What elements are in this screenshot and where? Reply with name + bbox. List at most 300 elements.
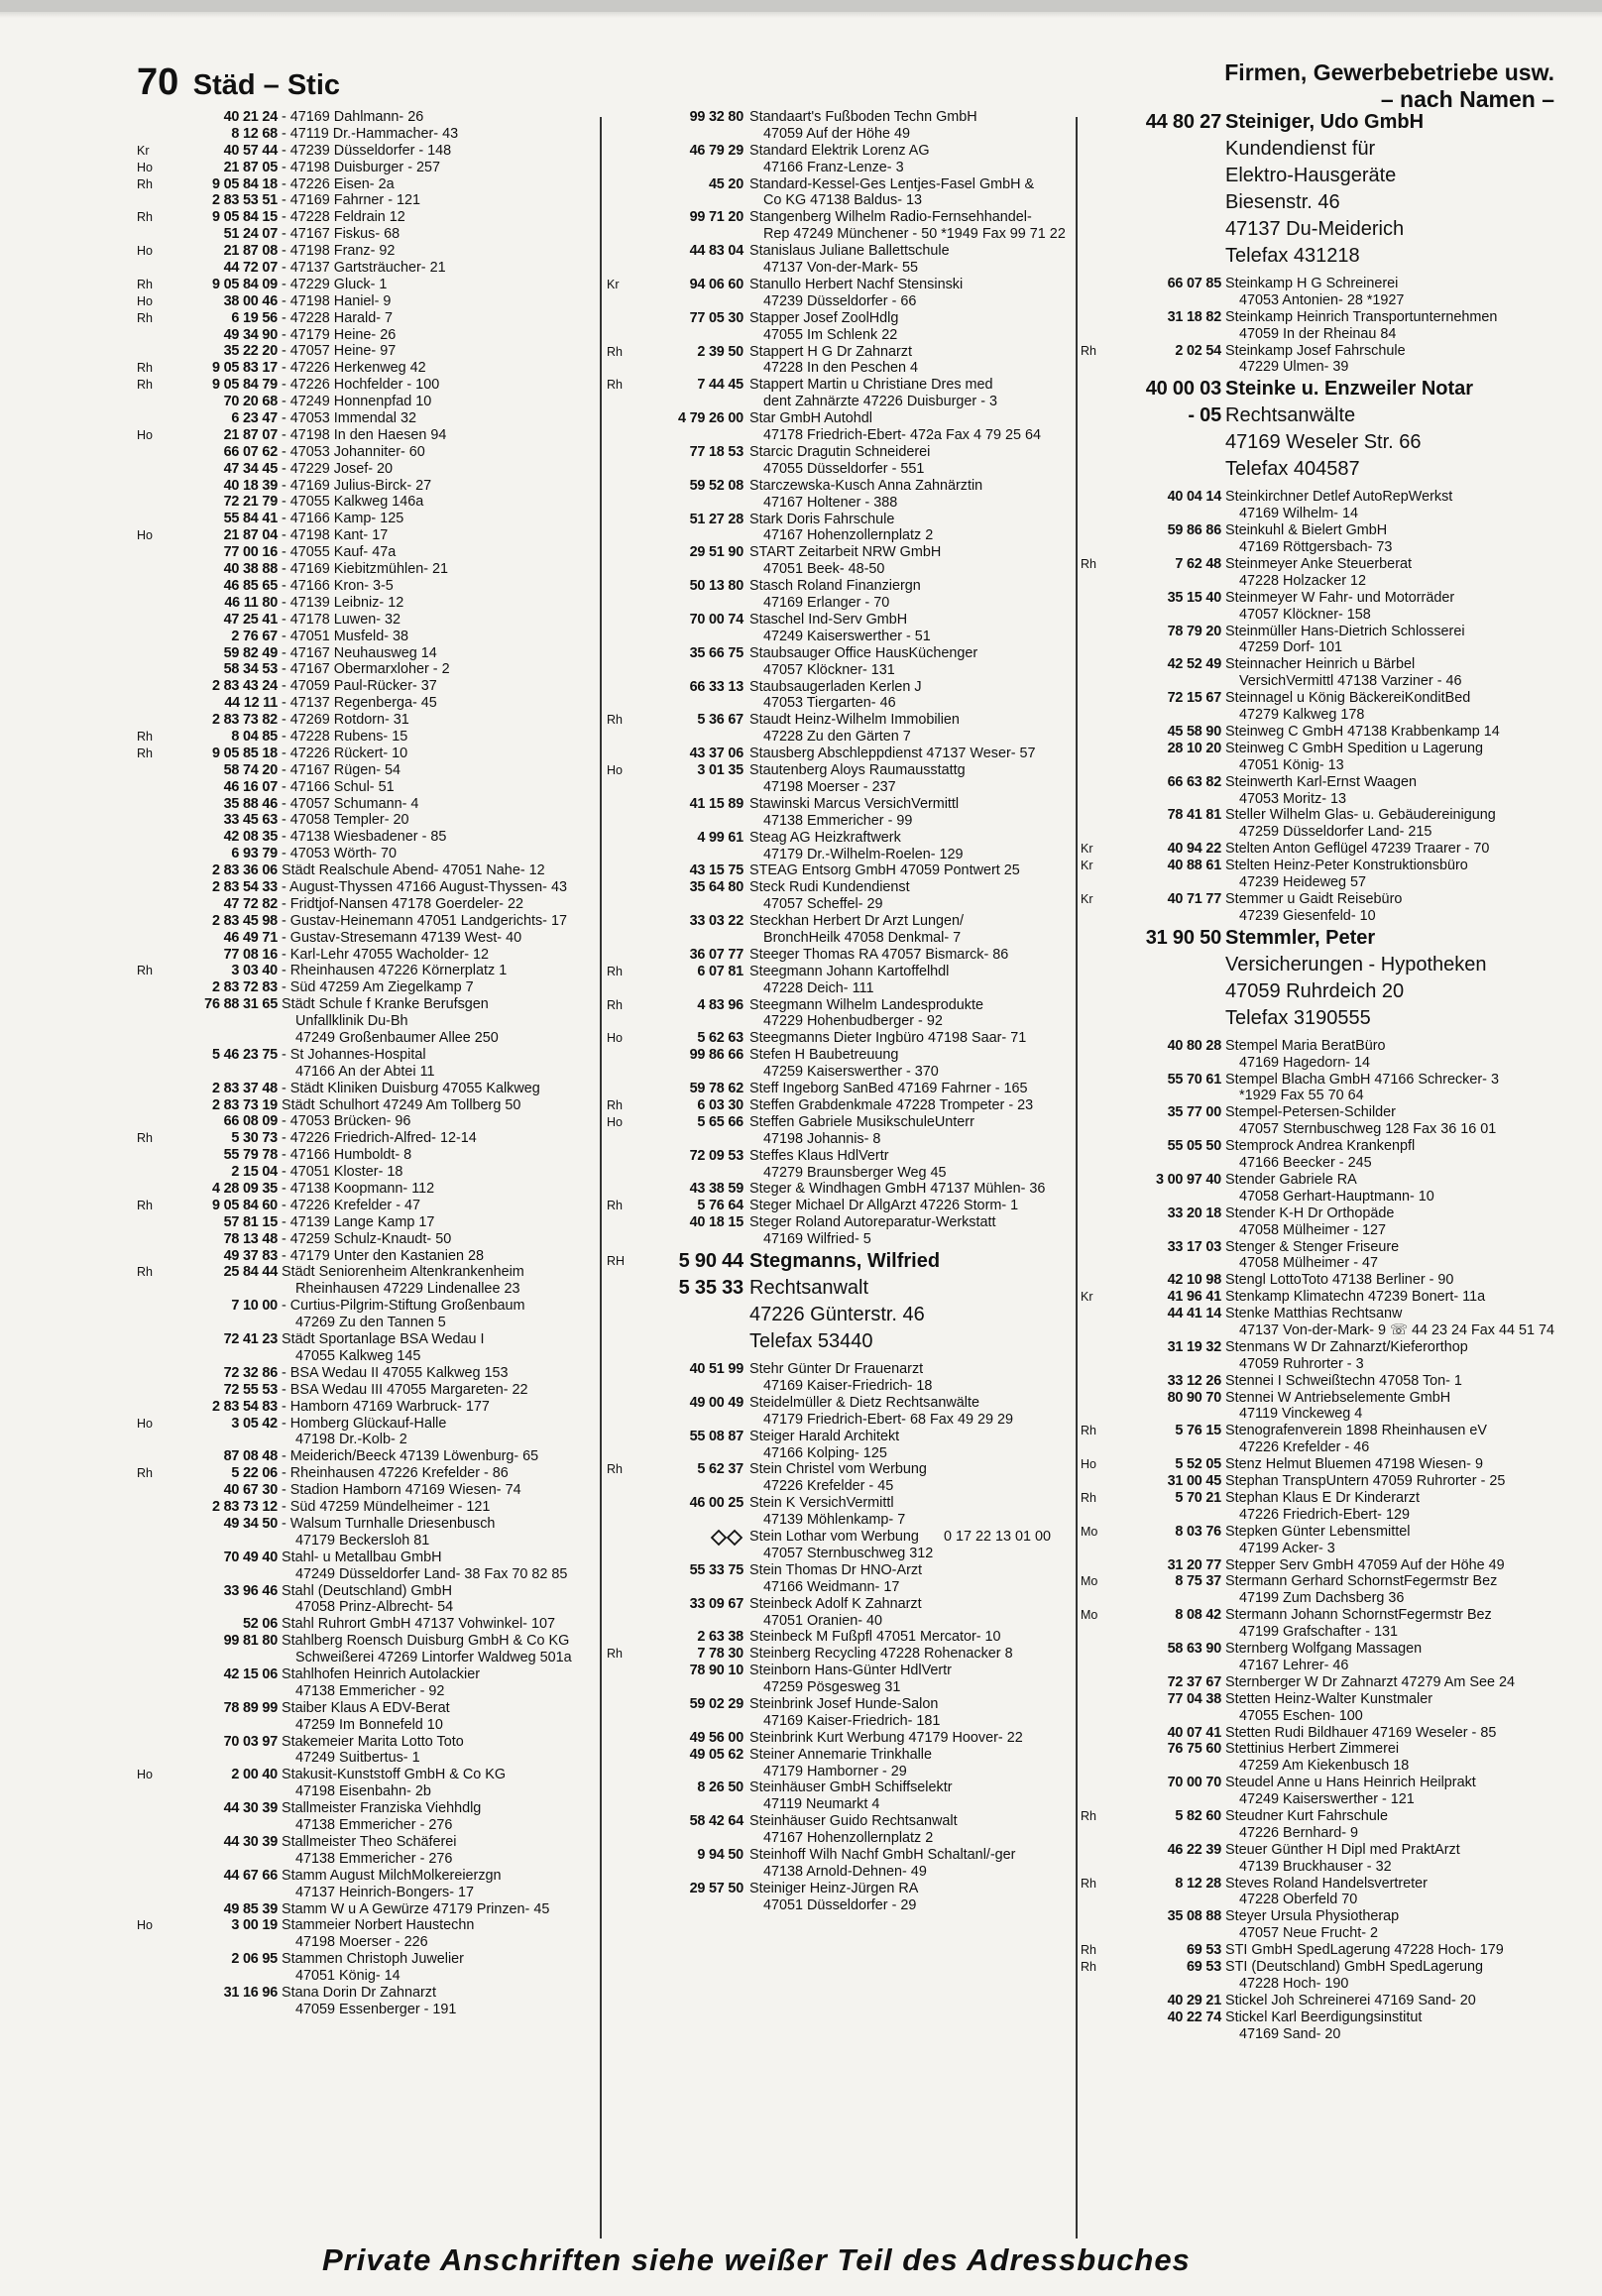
listing-entry: [607, 1562, 1073, 1596]
listing-entry: [1081, 489, 1560, 522]
listing-name: Stark Doris Fahrschule: [749, 511, 895, 527]
listing-text: [282, 1734, 464, 1768]
phone-number: 5 76 64: [697, 1198, 744, 1214]
district-code: Rh: [607, 964, 623, 978]
listing-entry: [137, 209, 595, 226]
phone-number: 31 16 96: [223, 1985, 278, 2002]
listing-name: - 47239 Düsseldorfer - 148: [282, 142, 452, 159]
listing-entry: [137, 343, 595, 360]
listing-address: 47137 Heinrich-Bongers- 17: [295, 1884, 474, 1900]
listing-entry: [1081, 1808, 1560, 1842]
phone-number: 31 00 45: [1167, 1473, 1221, 1490]
listing-entry: [1081, 1339, 1560, 1373]
listing-name: Steinmeyer W Fahr- und Motorräder: [1225, 589, 1455, 606]
listing-entry: [607, 1646, 1073, 1663]
listing-name: - Süd 47259 Mündelheimer - 121: [282, 1499, 491, 1516]
listing-address: 47249 Düsseldorfer Land- 38 Fax 70 82 85: [295, 1565, 568, 1582]
phone-number: 55 33 75: [689, 1561, 744, 1578]
listing-text: [282, 862, 545, 879]
listing-text: [749, 712, 960, 746]
phone-number: 55 70 61: [1167, 1071, 1221, 1088]
listing-text: [749, 796, 959, 830]
listing-text: [282, 1113, 410, 1130]
listing-name: Stemmler, Peter: [1225, 926, 1376, 949]
listing-entry: [137, 762, 595, 779]
phone-number: 6 07 81: [697, 963, 744, 979]
phone-number: 46 22 39: [1167, 1841, 1221, 1858]
phone-number: 5 70 21: [1175, 1489, 1221, 1506]
listing-entry: [137, 243, 595, 260]
listing-name: - 47051 Musfeld- 38: [282, 628, 408, 644]
listing-name: Stein Thomas Dr HNO-Arzt: [749, 1561, 923, 1578]
district-code: Rh: [137, 176, 153, 191]
listing-entry: [137, 1633, 595, 1666]
listing-column-1: [137, 109, 595, 2018]
listing-address: 47057 Scheffel- 29: [763, 896, 883, 913]
listing-name: Stelten Anton Geflügel 47239 Traarer - 70: [1225, 841, 1490, 858]
listing-address: 47226 Krefelder - 45: [763, 1478, 894, 1495]
phone-number: 58 74 20: [223, 761, 278, 778]
listing-entry: [607, 109, 1073, 143]
listing-entry: [137, 913, 595, 930]
listing-text: [749, 1114, 974, 1148]
listing-entry: [1081, 1072, 1560, 1105]
listing-text: [282, 930, 521, 947]
listing-address: 47166 Kolping- 125: [763, 1444, 887, 1461]
phone-number: 44 80 27: [1145, 111, 1221, 133]
listing-entry: [137, 896, 595, 913]
phone-number: 5 76 15: [1175, 1423, 1221, 1439]
listing-text: [282, 1633, 572, 1666]
listing-name: - Rheinhausen 47226 Krefelder - 86: [282, 1465, 509, 1482]
listing-entry: [1081, 656, 1560, 690]
listing-entry: [1081, 1607, 1560, 1641]
listing-name: Steves Roland Handelsvertreter: [1225, 1875, 1428, 1892]
listing-text: [282, 1382, 528, 1399]
listing-text: [749, 964, 949, 997]
listing-entry: [137, 612, 595, 629]
listing-name: Stickel Karl Beerdigungsinstitut: [1225, 2009, 1423, 2025]
listing-address: 47169 Kaiser-Friedrich- 18: [763, 1377, 933, 1394]
phone-number: 45 58 90: [1167, 723, 1221, 740]
phone-number: 8 12 28: [1175, 1875, 1221, 1892]
phone-number: 59 02 29: [689, 1695, 744, 1712]
listing-name: Steinborn Hans-Günter HdlVertr: [749, 1663, 952, 1679]
listing-entry: [137, 192, 595, 209]
listing-name: Stenke Matthias Rechtsanw: [1225, 1306, 1403, 1322]
listing-entry: [607, 879, 1073, 913]
listing-name: Stenografenverein 1898 Rheinhausen eV: [1225, 1423, 1488, 1439]
listing-text: [282, 360, 426, 377]
listing-entry: [607, 1696, 1073, 1730]
listing-name: - 47229 Gluck- 1: [282, 276, 388, 292]
listing-entry: [1081, 1557, 1560, 1574]
listing-text: [282, 1868, 502, 1901]
phone-number: 42 15 06: [223, 1665, 278, 1682]
listing-entry: [607, 746, 1073, 762]
listing-address: 47259 Kaiserswerther - 370: [763, 1064, 939, 1081]
phone-number: 33 45 63: [223, 812, 278, 829]
listing-text: [749, 1663, 952, 1696]
listing-text: [749, 645, 977, 679]
listing-entry: [1081, 858, 1560, 891]
district-code: Mo: [1081, 1524, 1098, 1539]
listing-text: [1225, 1674, 1515, 1691]
phone-number: 49 56 00: [689, 1729, 744, 1746]
phone-number: 31 18 82: [1167, 308, 1221, 325]
listing-text: [282, 712, 409, 729]
listing-name: - 47051 Kloster- 18: [282, 1164, 403, 1181]
listing-entry: [1081, 841, 1560, 858]
phone-number: 35 15 40: [1167, 589, 1221, 606]
listing-text: [282, 1047, 435, 1081]
listing-name: Steff Ingeborg SanBed 47169 Fahrner - 165: [749, 1081, 1028, 1097]
phone-number: 3 01 35: [697, 762, 744, 779]
listing-text: [749, 1081, 1028, 1097]
listing-name: Steffen Gabriele MusikschuleUnterr: [749, 1113, 974, 1130]
listing-entry: [607, 1629, 1073, 1646]
listing-name: - Stadion Hamborn 47169 Wiesen- 74: [282, 1482, 521, 1499]
phone-number: 72 09 53: [689, 1147, 744, 1164]
listing-entry: [137, 377, 595, 394]
listing-name: Stermann Gerhard SchornstFegermstr Bez: [1225, 1573, 1498, 1590]
listing-text: [1225, 1205, 1394, 1239]
phone-number: 7 44 45: [697, 377, 744, 394]
phone-number: 78 90 10: [689, 1663, 744, 1679]
listing-address: 47169 Kaiser-Friedrich- 181: [763, 1712, 941, 1729]
phone-number: 4 79 26 00: [677, 410, 744, 427]
listing-address: 47226 Krefelder - 46: [1239, 1439, 1370, 1456]
listing-text: [282, 1147, 411, 1164]
listing-entry: [607, 913, 1073, 947]
phone-number: 35 64 80: [689, 879, 744, 896]
phone-number: 72 32 86: [223, 1364, 278, 1381]
district-code: Ho: [137, 160, 153, 174]
phone-number: 44 12 11: [224, 695, 278, 712]
phone-number: 72 41 23: [223, 1331, 278, 1348]
phone-number: 7 62 48: [1175, 555, 1221, 572]
page-header-left: [137, 61, 340, 104]
listing-text: [749, 344, 918, 378]
listing-entry: [137, 544, 595, 561]
listing-name: Steegmanns Dieter Ingbüro 47198 Saar- 71: [749, 1030, 1027, 1047]
listing-name: Steinbrink Josef Hunde-Salon: [749, 1695, 939, 1712]
phone-number: 21 87 04: [223, 527, 278, 544]
phone-number: 2 83 73 19: [211, 1096, 278, 1113]
district-code: Rh: [137, 210, 153, 225]
listing-name: - BSA Wedau III 47055 Margareten- 22: [282, 1381, 528, 1398]
listing-text: [1225, 1456, 1483, 1473]
phone-number: 36 07 77: [689, 946, 744, 963]
listing-name: Steck Rudi Kundendienst: [749, 879, 910, 896]
phone-number: 55 79 78: [223, 1147, 278, 1164]
listing-entry: [607, 512, 1073, 545]
phone-number: 58 42 64: [689, 1813, 744, 1830]
phone-number: 2 76 67: [231, 628, 278, 644]
listing-text: [282, 1399, 490, 1416]
listing-name: Stettinius Herbert Zimmerei: [1225, 1741, 1400, 1758]
phone-number: 33 09 67: [689, 1595, 744, 1612]
listing-text: [282, 143, 451, 160]
listing-entry: [607, 277, 1073, 310]
phone-number: 59 78 62: [689, 1081, 744, 1097]
listing-address: Biesenstr. 46: [1225, 191, 1340, 213]
listing-name: - 47166 Schul- 51: [282, 778, 395, 795]
listing-address: 47249 Kaiserswerther - 51: [763, 628, 931, 644]
district-code: Kr: [1081, 859, 1093, 873]
listing-name: - 47259 Schulz-Knaudt- 50: [282, 1230, 452, 1247]
listing-column-3: [1081, 109, 1560, 2043]
phone-number: 5 62 63: [697, 1030, 744, 1047]
listing-entry: [607, 1779, 1073, 1813]
listing-text: [282, 879, 567, 896]
listing-address: 47053 Antonien- 28 *1927: [1239, 291, 1405, 308]
listing-address: dent Zahnärzte 47226 Duisburger - 3: [763, 394, 997, 410]
listing-address: 47228 Oberfeld 70: [1239, 1892, 1358, 1908]
listing-entry: [137, 410, 595, 427]
phone-number: 5 30 73: [231, 1130, 278, 1147]
listing-address: Rechtsanwälte: [1225, 404, 1356, 427]
listing-entry: [137, 1985, 595, 2018]
listing-name: - 47169 Fahrner - 121: [282, 192, 420, 209]
listing-text: [282, 963, 507, 979]
listing-address: 47199 Grafschafter - 131: [1239, 1624, 1398, 1641]
listing-text: [749, 997, 983, 1031]
listing-name: Stenger & Stenger Friseure: [1225, 1238, 1400, 1255]
listing-address: Telefax 3190555: [1225, 1006, 1371, 1029]
phone-number: 40 21 24: [223, 109, 278, 125]
listing-address: 47199 Zum Dachsberg 36: [1239, 1590, 1405, 1607]
listing-name: - 47166 Kamp- 125: [282, 511, 404, 527]
listing-name: - 47138 Koopmann- 112: [282, 1181, 435, 1198]
listing-entry: [607, 1361, 1073, 1395]
district-code: Rh: [137, 277, 153, 291]
listing-text: [749, 377, 997, 410]
listing-name: - 47269 Rotdorn- 31: [282, 712, 409, 729]
listing-entry: [137, 645, 595, 662]
page-number: 70: [137, 61, 179, 103]
listing-entry: [137, 561, 595, 578]
phone-number: 49 37 83: [223, 1247, 278, 1264]
listing-entry: [137, 1181, 595, 1198]
listing-entry: [1081, 309, 1560, 343]
listing-text: [749, 612, 931, 645]
listing-entry: [607, 1663, 1073, 1696]
listing-text: [1225, 1557, 1505, 1574]
listing-text: [282, 629, 408, 645]
listing-name: - St Johannes-Hospital: [282, 1046, 426, 1063]
listing-entry: [137, 1382, 595, 1399]
listing-text: [1225, 858, 1468, 891]
phone-number: 69 53: [1186, 1959, 1221, 1976]
phone-number: 52 06: [242, 1616, 278, 1633]
listing-text: [282, 695, 437, 712]
listing-entry: [137, 1917, 595, 1951]
listing-address: 47137 Von-der-Mark- 9 ☏ 44 23 24 Fax 44 51 74: [1239, 1321, 1554, 1338]
listing-entry: [1081, 590, 1560, 624]
listing-text: [282, 1448, 538, 1465]
listing-address: 47169 Wilhelm- 14: [1239, 506, 1358, 522]
listing-name: Städt Seniorenheim Altenkrankenheim: [282, 1264, 524, 1281]
listing-address: Versicherungen - Hypotheken: [1225, 953, 1487, 976]
listing-entry: [137, 779, 595, 796]
listing-entry: [607, 1461, 1073, 1495]
listing-text: [1225, 741, 1483, 774]
listing-address: 47179 Hamborner - 29: [763, 1763, 907, 1779]
phone-number: 40 00 03 - 05: [1145, 378, 1221, 427]
header-category: Firmen, Gewerbebetriebe usw.: [1224, 59, 1554, 85]
listing-name: Stappert Martin u Christiane Dres med: [749, 377, 993, 394]
listing-name: Steinke u. Enzweiler Notar: [1225, 378, 1474, 401]
listing-address: 47259 Dorf- 101: [1239, 639, 1343, 656]
phone-number: 4 99 61: [697, 829, 744, 846]
listing-address: 47051 Oranien- 40: [763, 1612, 883, 1629]
listing-name: Stakusit-Kunststoff GmbH & Co KG: [282, 1767, 507, 1783]
phone-number: 77 04 38: [1167, 1690, 1221, 1707]
listing-name: Stawinski Marcus VersichVermittl: [749, 795, 960, 812]
phone-number: 40 94 22: [1167, 841, 1221, 858]
listing-entry: [607, 1813, 1073, 1847]
listing-text: [282, 511, 403, 527]
listing-text: [1225, 1490, 1420, 1524]
listing-text: [282, 1767, 506, 1800]
listing-entry: [137, 1800, 595, 1834]
phone-number: 42 08 35: [223, 829, 278, 846]
listing-entry: [137, 712, 595, 729]
listing-name: Steegmann Wilhelm Landesprodukte: [749, 996, 983, 1013]
listing-entry: [1081, 1490, 1560, 1524]
listing-entry: [137, 494, 595, 511]
phone-number: 50 13 80: [689, 578, 744, 595]
district-code: Ho: [137, 427, 153, 442]
phone-number: 66 33 13: [689, 678, 744, 695]
listing-address: 47059 Ruhrdeich 20: [1225, 979, 1405, 1002]
listing-name: Stermann Johann SchornstFegermstr Bez: [1225, 1607, 1492, 1624]
district-code: Rh: [137, 361, 153, 376]
listing-entry: [1081, 1390, 1560, 1424]
listing-name: Steinkamp Heinrich Transportunternehmen: [1225, 308, 1498, 325]
listing-address: 47139 Möhlenkamp- 7: [763, 1512, 906, 1529]
phone-number: 40 04 14: [1167, 489, 1221, 506]
district-code: Rh: [607, 997, 623, 1012]
listing-text: [1225, 1072, 1499, 1105]
listing-text: [749, 762, 966, 796]
phone-number: 70 00 70: [1167, 1775, 1221, 1791]
listing-entry: [137, 1298, 595, 1331]
district-code: Rh: [137, 1466, 153, 1481]
listing-text: [1225, 1138, 1415, 1172]
listing-name: Steyer Ursula Physiotherap: [1225, 1908, 1400, 1925]
listing-text: [282, 192, 420, 209]
listing-text: [1225, 1423, 1487, 1456]
phone-number: 33 96 46: [223, 1582, 278, 1599]
listing-text: [749, 176, 1034, 210]
listing-text: [282, 1164, 402, 1181]
listing-address: 47249 Großenbaumer Allee 250: [295, 1029, 499, 1046]
district-code: Rh: [1081, 343, 1096, 358]
listing-name: Steegmann Johann Kartoffelhdl: [749, 963, 950, 979]
listing-address: 47058 Gerhart-Hauptmann- 10: [1239, 1188, 1434, 1205]
phone-number: 42 52 49: [1167, 656, 1221, 673]
phone-number: 40 18 39: [223, 477, 278, 494]
listing-entry: [1081, 1138, 1560, 1172]
listing-entry: [137, 1700, 595, 1734]
listing-text: [749, 1847, 1015, 1881]
phone-number: 45 20: [708, 175, 744, 192]
listing-text: [749, 1495, 905, 1529]
listing-text: [749, 1047, 939, 1081]
listing-text: [749, 1779, 953, 1813]
listing-address: 47198 Eisenbahn- 2b: [295, 1783, 431, 1800]
listing-text: [749, 1747, 932, 1780]
phone-number: 46 79 29: [689, 142, 744, 159]
listing-text: [282, 1365, 509, 1382]
listing-entry: [137, 1550, 595, 1583]
listing-address: VersichVermittl 47138 Varziner - 46: [1239, 673, 1462, 690]
listing-name: Stahlberg Roensch Duisburg GmbH & Co KG: [282, 1633, 570, 1650]
listing-address: 47239 Giesenfeld- 10: [1239, 907, 1376, 924]
listing-address: 47198 Moerser - 226: [295, 1934, 428, 1951]
listing-address: 47169 Wilfried- 5: [763, 1231, 871, 1248]
listing-text: [1225, 1390, 1450, 1424]
listing-text: [282, 1700, 450, 1734]
listing-entry: [137, 729, 595, 746]
phone-number: 35 08 88: [1167, 1908, 1221, 1925]
listing-address: 47058 Prinz-Albrecht- 54: [295, 1599, 454, 1616]
listing-column-2: [607, 109, 1073, 1914]
listing-entry: [607, 1030, 1073, 1047]
listing-entry: [1081, 1942, 1560, 1959]
listing-name: - 47226 Rückert- 10: [282, 745, 408, 761]
listing-entry: [137, 1616, 595, 1633]
listing-name: - 47139 Leibniz- 12: [282, 594, 404, 611]
listing-text: [282, 1516, 495, 1550]
phone-number: 59 52 08: [689, 477, 744, 494]
district-code: Rh: [607, 344, 623, 359]
listing-entry: [137, 846, 595, 862]
phone-number: 47 34 45: [223, 460, 278, 477]
phone-number: 40 88 61: [1167, 858, 1221, 874]
listing-entry: [1081, 891, 1560, 925]
listing-text: [1225, 590, 1454, 624]
listing-text: [1225, 556, 1412, 590]
listing-entry: [1081, 1239, 1560, 1273]
district-code: Rh: [137, 1198, 153, 1212]
listing-text: [1225, 276, 1404, 309]
listing-name: - Städt Kliniken Duisburg 47055 Kalkweg: [282, 1080, 540, 1096]
listing-text: [282, 394, 431, 410]
district-code: Rh: [137, 378, 153, 393]
listing-address: 47198 Dr.-Kolb- 2: [295, 1432, 407, 1448]
district-code: RH: [607, 1254, 626, 1269]
phone-number: 2 63 38: [697, 1629, 744, 1646]
listing-entry: [1081, 1272, 1560, 1289]
phone-number: 51 27 28: [689, 511, 744, 527]
listing-entry-boxed: [1081, 925, 1560, 1038]
listing-name: - 47166 Humboldt- 8: [282, 1147, 412, 1164]
phone-number: 21 87 05: [223, 159, 278, 175]
listing-text: [282, 494, 423, 511]
listing-entry: [137, 1516, 595, 1550]
listing-entry: [1081, 1456, 1560, 1473]
phone-number: 2 83 73 12: [211, 1499, 278, 1516]
listing-name: - Süd 47259 Am Ziegelkamp 7: [282, 979, 474, 996]
listing-name: - 47198 Kant- 17: [282, 527, 389, 544]
listing-text: [1225, 376, 1473, 483]
phone-number: 6 93 79: [231, 846, 278, 862]
listing-name: - 47226 Krefelder - 47: [282, 1197, 420, 1213]
listing-entry: [137, 1448, 595, 1465]
